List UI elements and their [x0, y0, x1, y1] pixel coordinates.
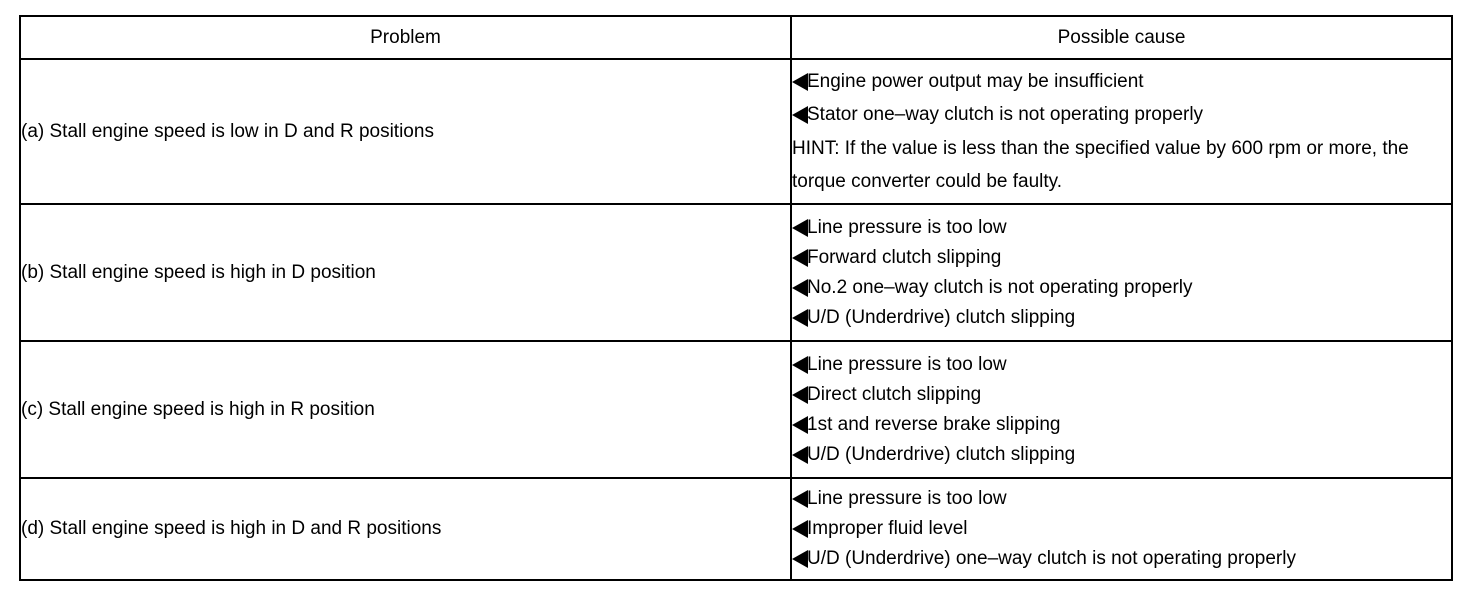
cause-item [792, 66, 1451, 99]
table-row [20, 59, 1452, 204]
cause-item [792, 243, 1451, 273]
cause-item [792, 213, 1451, 243]
cause-text: Line pressure is too low [807, 488, 1007, 509]
header-problem: Problem [20, 16, 791, 59]
left-arrow-bullet-icon [792, 446, 808, 464]
cause-item [792, 514, 1451, 544]
cause-text: U/D (Underdrive) one–way clutch is not operating properly [807, 548, 1296, 569]
stall-test-table [19, 15, 1453, 581]
hint-note: HINT: If the value is less than the specified value by 600 rpm or more, the torque converter could be faulty. [792, 137, 1409, 192]
cause-text: No.2 one–way clutch is not operating properly [807, 276, 1193, 298]
cause-text: 1st and reverse brake slipping [807, 413, 1061, 435]
left-arrow-bullet-icon [792, 520, 808, 538]
left-arrow-bullet-icon [792, 550, 808, 568]
cause-item [792, 440, 1451, 470]
left-arrow-bullet-icon [792, 249, 808, 267]
left-arrow-bullet-icon [792, 73, 808, 91]
cause-item [792, 484, 1451, 514]
cause-text: Line pressure is too low [807, 216, 1007, 238]
cause-text: Improper fluid level [807, 518, 968, 539]
cause-text: U/D (Underdrive) clutch slipping [807, 443, 1076, 465]
cause-item [792, 380, 1451, 410]
table-row [20, 478, 1452, 580]
left-arrow-bullet-icon [792, 106, 808, 124]
left-arrow-bullet-icon [792, 279, 808, 297]
table-header-row [20, 16, 1452, 59]
left-arrow-bullet-icon [792, 356, 808, 374]
cause-cell [791, 478, 1452, 580]
cause-item [792, 273, 1451, 303]
cause-cell [791, 59, 1452, 204]
problem-cell: (a) Stall engine speed is low in D and R positions [20, 59, 791, 204]
left-arrow-bullet-icon [792, 416, 808, 434]
problem-cell: (d) Stall engine speed is high in D and R positions [20, 478, 791, 580]
cause-item [792, 99, 1451, 132]
cause-text: U/D (Underdrive) clutch slipping [807, 306, 1076, 328]
cause-text: Stator one–way clutch is not operating properly [807, 104, 1204, 125]
left-arrow-bullet-icon [792, 309, 808, 327]
cause-cell [791, 341, 1452, 478]
left-arrow-bullet-icon [792, 490, 808, 508]
left-arrow-bullet-icon [792, 219, 808, 237]
cause-cell [791, 204, 1452, 341]
cause-item [792, 303, 1451, 333]
table-row [20, 341, 1452, 478]
table-row [20, 204, 1452, 341]
cause-text: Forward clutch slipping [807, 246, 1002, 268]
left-arrow-bullet-icon [792, 386, 808, 404]
cause-text: Direct clutch slipping [807, 383, 982, 405]
cause-item [792, 544, 1451, 574]
header-possible-cause: Possible cause [791, 16, 1452, 59]
problem-cell: (b) Stall engine speed is high in D position [20, 204, 791, 341]
cause-text: Line pressure is too low [807, 353, 1007, 375]
cause-item [792, 350, 1451, 380]
cause-text: Engine power output may be insufficient [807, 71, 1144, 92]
cause-item [792, 410, 1451, 440]
problem-cell: (c) Stall engine speed is high in R position [20, 341, 791, 478]
